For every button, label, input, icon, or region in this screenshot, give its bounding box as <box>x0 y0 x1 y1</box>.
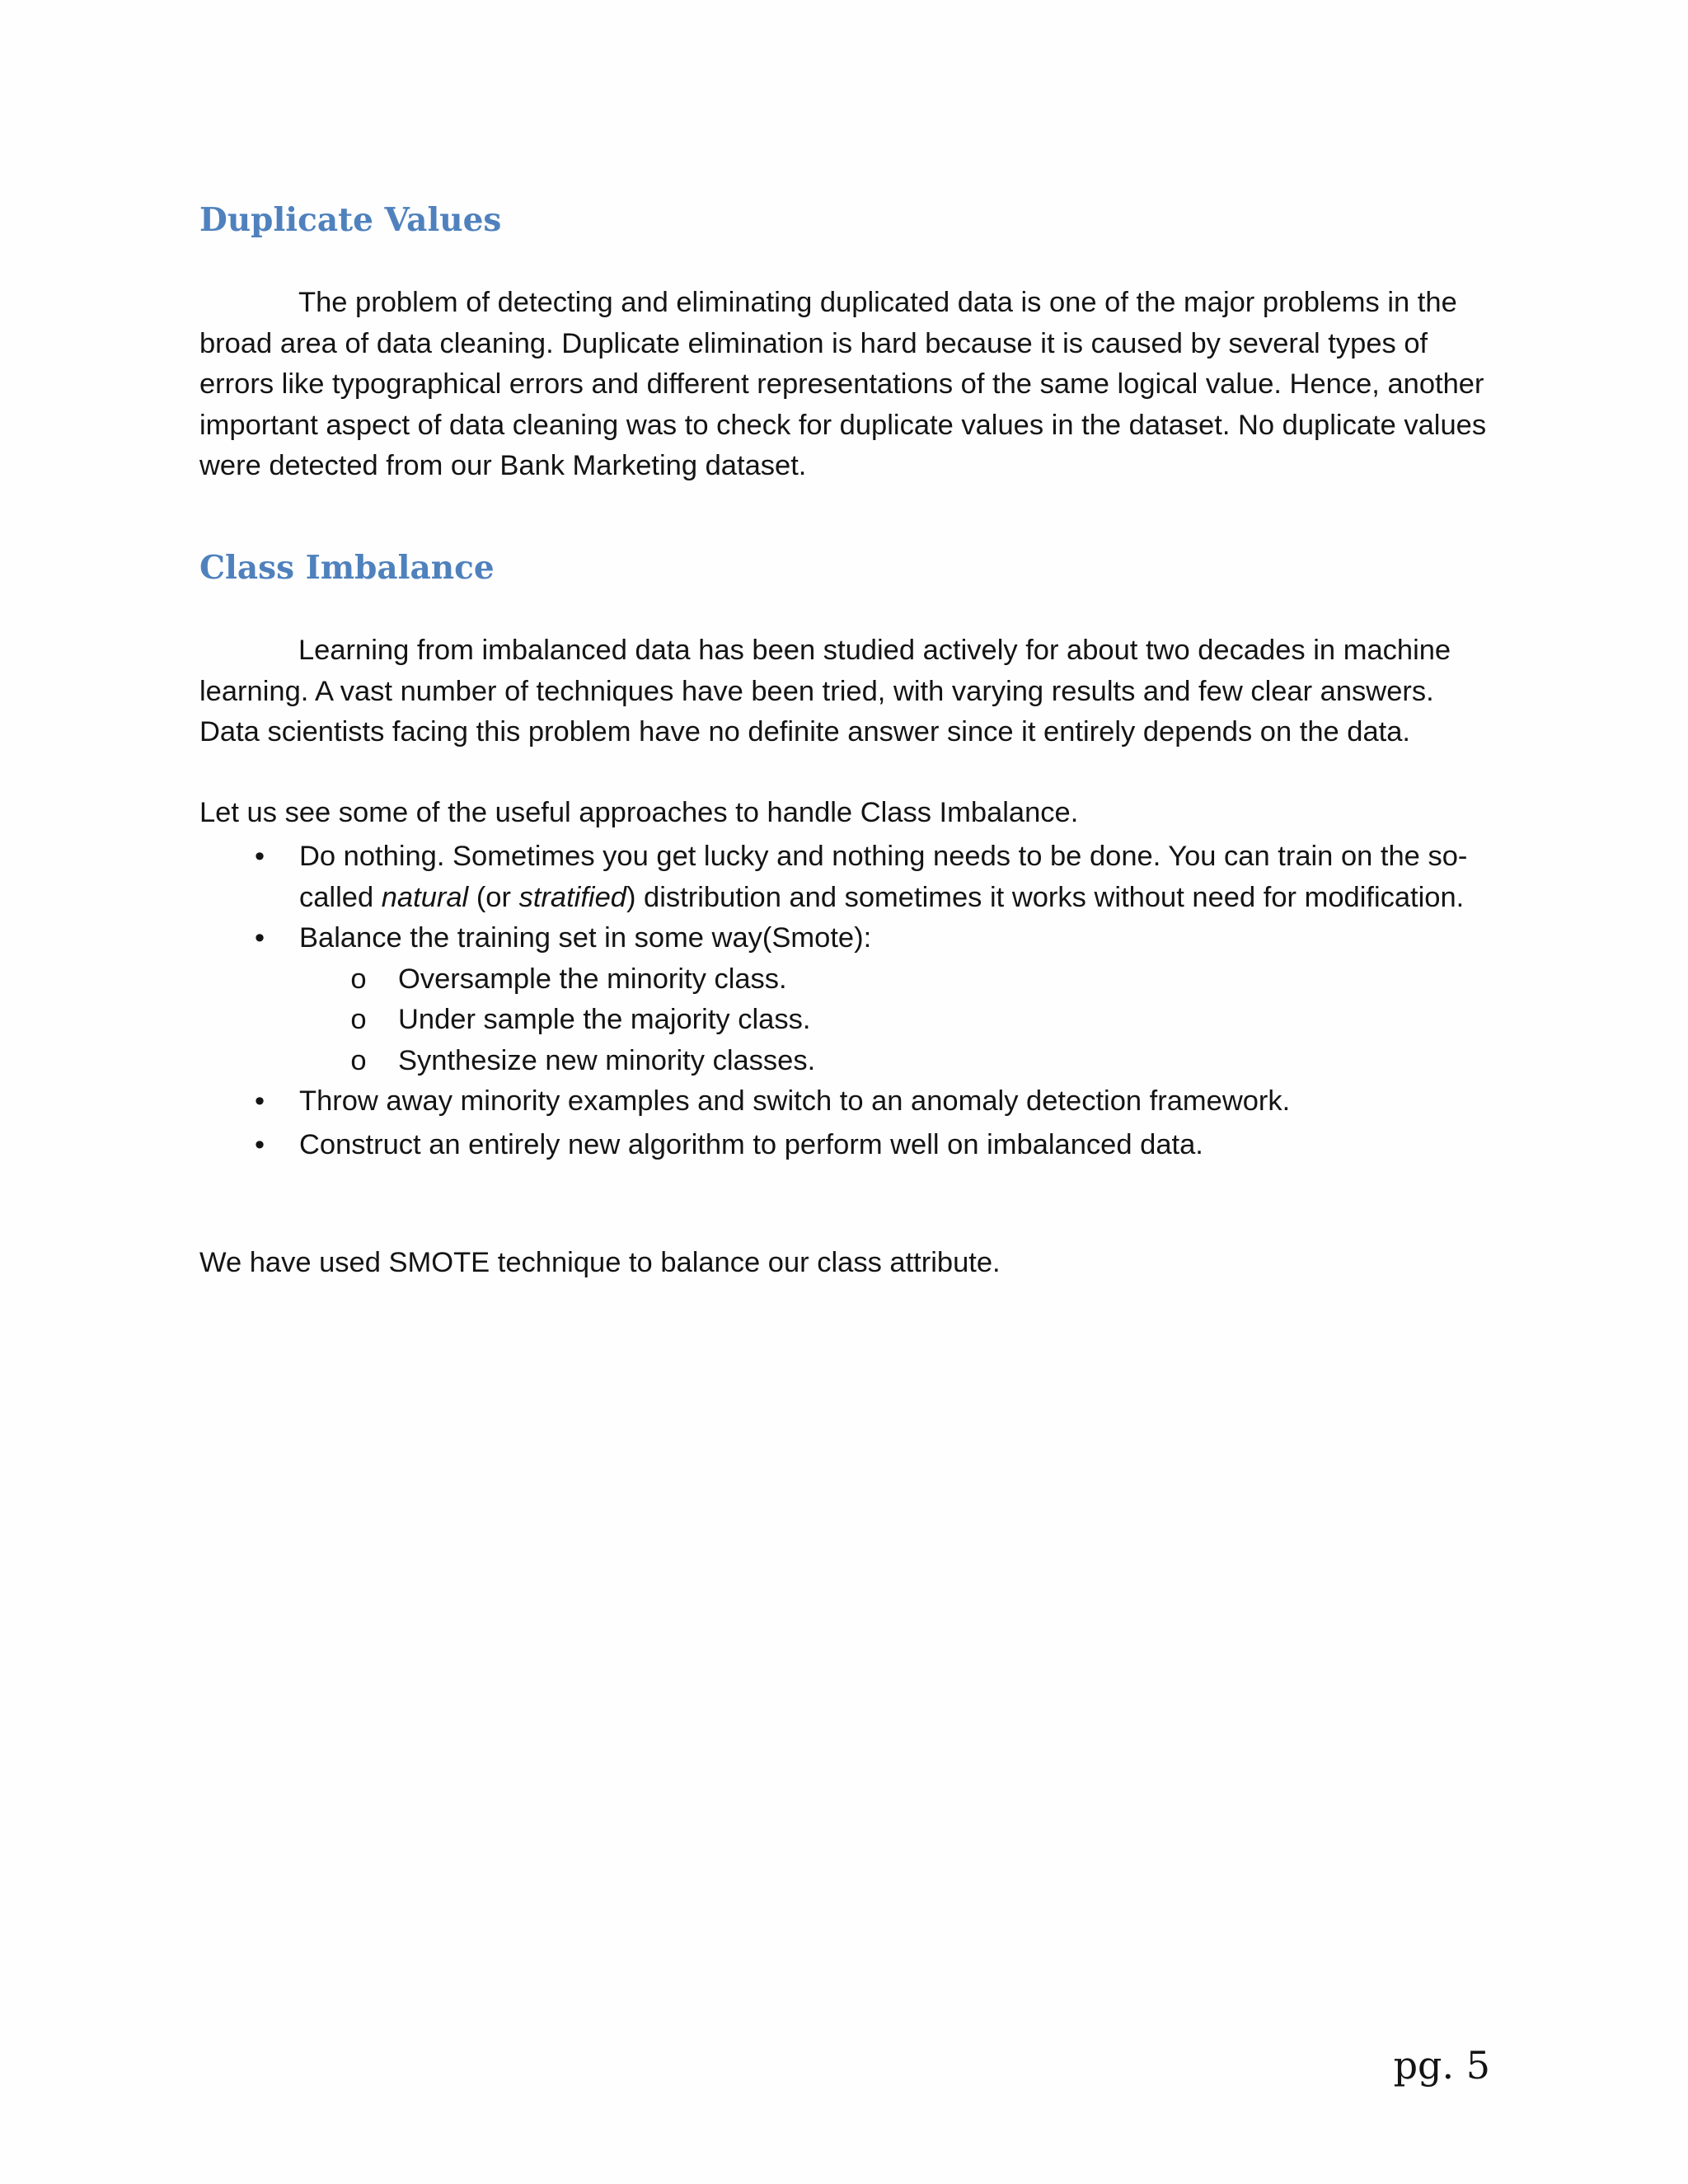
list-item <box>199 1081 1493 1122</box>
bullet-icon: • <box>254 841 265 872</box>
approaches-list <box>199 837 1493 1165</box>
bullet-icon: • <box>254 922 265 954</box>
approaches-intro: Let us see some of the useful approaches to handle Class Imbalance. <box>199 797 1079 828</box>
list-item-text: Construct an entirely new algorithm to perform well on imbalanced data. <box>299 1128 1203 1160</box>
sub-list-item-text: Oversample the minority class. <box>398 963 787 995</box>
sub-list-item <box>199 1000 1493 1041</box>
circle-bullet-icon: o <box>350 963 367 995</box>
sub-list-item <box>199 959 1493 1001</box>
list-item-text: ) distribution and sometimes it works without need for modification. <box>626 881 1465 913</box>
natural-term: natural <box>381 881 469 913</box>
list-item-text: Do nothing. Sometimes you get lucky and nothing needs to be done. You can train on the so-called <box>299 841 1468 913</box>
list-item <box>199 1125 1493 1166</box>
list-item-text: (or <box>468 881 519 913</box>
conclusion-paragraph: We have used SMOTE technique to balance our class attribute. <box>199 1247 1001 1278</box>
list-item-text: Throw away minority examples and switch to an anomaly detection framework. <box>299 1085 1291 1117</box>
list-item <box>199 918 1493 959</box>
stratified-term: stratified <box>518 881 626 913</box>
bullet-icon: • <box>254 1128 265 1160</box>
sub-list-item-text: Under sample the majority class. <box>398 1004 811 1035</box>
list-item-text: Balance the training set in some way(Smote): <box>299 922 872 954</box>
bullet-icon: • <box>254 1085 265 1117</box>
page-number: pg. 5 <box>1393 2043 1490 2088</box>
list-item <box>199 837 1493 918</box>
heading-duplicate-values: Duplicate Values <box>199 201 502 239</box>
sub-list-item-text: Synthesize new minority classes. <box>398 1044 816 1076</box>
sub-list-item <box>199 1041 1493 1082</box>
paragraph-class-imbalance: Learning from imbalanced data has been studied actively for about two decades in machine learning. A vast number of techniques have been tried, with varying results and few clear answers. Data scientists facing this problem have no definite answer since it entirely depends on the data. <box>199 635 1451 748</box>
heading-class-imbalance: Class Imbalance <box>199 549 495 587</box>
circle-bullet-icon: o <box>350 1044 367 1076</box>
paragraph-duplicate-values: The problem of detecting and eliminating duplicated data is one of the major problems in the broad area of data cleaning. Duplicate elimination is hard because it is caused by several types of errors like typographical errors and different representations of the same logical value. Hence, another important aspect of data cleaning was to check for duplicate values in the dataset. No duplicate values were detected from our Bank Marketing dataset. <box>199 287 1487 481</box>
circle-bullet-icon: o <box>350 1004 367 1035</box>
